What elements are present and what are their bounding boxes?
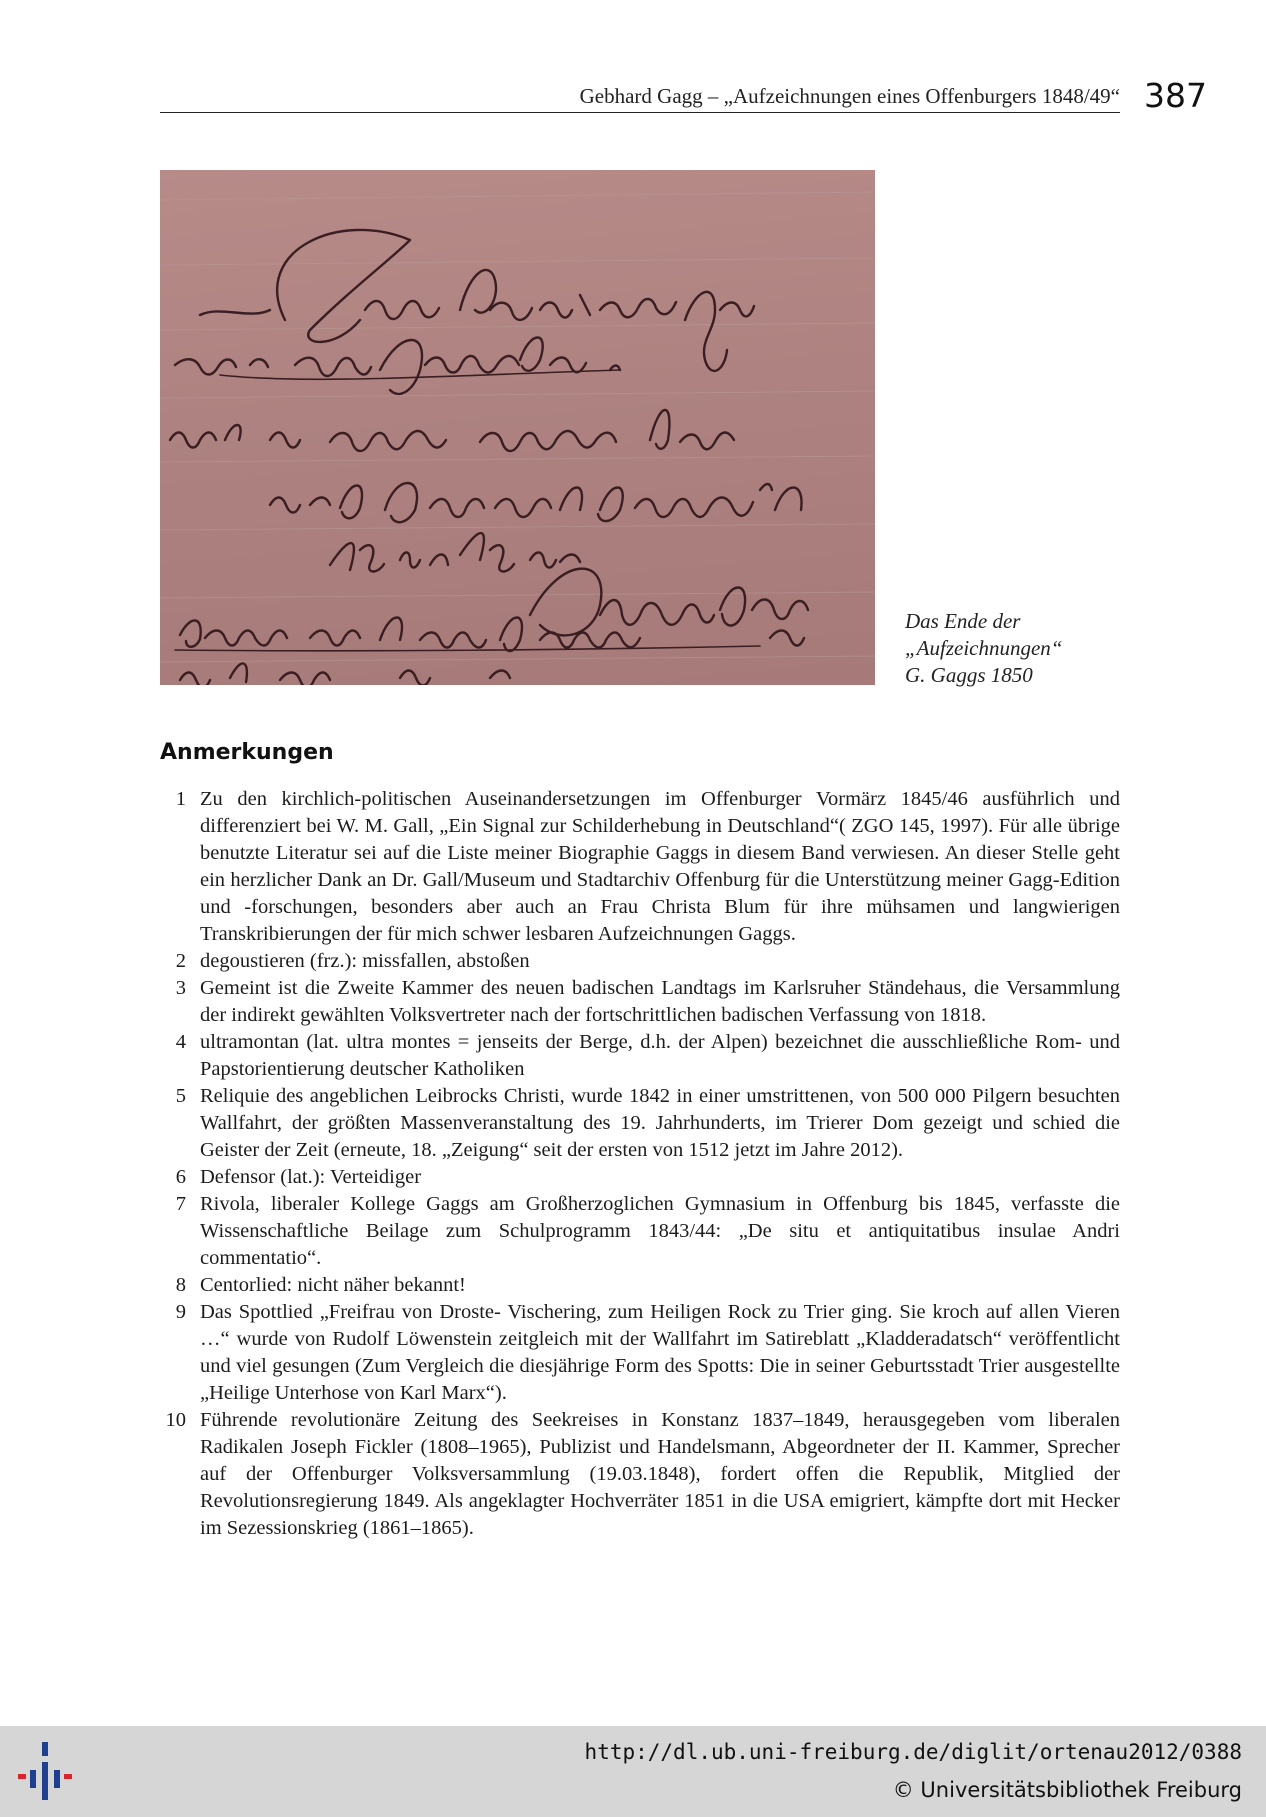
note-number: 8 [175, 1274, 186, 1296]
caption-line: Das Ende der [905, 609, 1021, 633]
caption-line: „Aufzeichnungen“ [905, 636, 1063, 660]
caption-line: G. Gaggs 1850 [905, 663, 1033, 687]
note-text: Centorlied: nicht näher bekannt! [200, 1274, 466, 1296]
note-text: Führende revolutionäre Zeitung des Seekreises in Konstanz 1837–1849, herausgegeben vom liberalen Radikalen Joseph Fickler (1808–1965), Publizist und Handelsmann, Abgeordneter der II. Kammer, Sprecher auf der Offenburger Volksversammlung (19.03.1848), fordert offen die Republik, Mitglied der Revolutionsregierung 1849. Als angeklagter Hochverräter 1851 in die USA emigriert, kämpfte dort mit Hecker im Sezessionskrieg (1861–1865). [200, 1409, 1120, 1539]
note-text: Das Spottlied „Freifrau von Droste- Vischering, zum Heiligen Rock zu Trier ging. Sie kroch auf allen Vieren …“ wurde von Rudolf Löwenstein zeitgleich mit der Wallfahrt im Satireblatt „Kladderadatsch“ veröffentlicht und viel gesungen (Zum Vergleich die diesjährige Form des Spotts: Die in seiner Geburtsstadt Trier ausgestellte „Heilige Unterhose von Karl Marx“). [200, 1301, 1120, 1404]
note-number: 3 [175, 977, 186, 999]
ub-freiburg-logo-icon[interactable] [18, 1740, 78, 1807]
note-item [160, 1029, 1120, 1083]
notes-list [160, 786, 1120, 1542]
permalink-url[interactable]: http://dl.ub.uni-freiburg.de/diglit/ortenau2012/0388 [584, 1740, 1242, 1764]
footer-bar [0, 1726, 1266, 1817]
note-number: 9 [175, 1301, 186, 1323]
note-text: Rivola, liberaler Kollege Gaggs am Großherzoglichen Gymnasium in Offenburg bis 1845, verfasste die Wissenschaftliche Beilage zum Schulprogramm 1843/44: „De situ et antiquitatibus insulae Andri commentatio“. [200, 1193, 1120, 1269]
note-item [160, 786, 1120, 948]
note-number: 10 [165, 1409, 186, 1431]
note-item [160, 1164, 1120, 1191]
note-text: ultramontan (lat. ultra montes = jenseits der Berge, d.h. der Alpen) bezeichnet die ausschließliche Rom- und Papstorientierung deutscher Katholiken [200, 1031, 1120, 1080]
note-item [160, 975, 1120, 1029]
note-number: 4 [175, 1031, 186, 1053]
notes-heading: Anmerkungen [160, 740, 334, 765]
note-item [160, 1191, 1120, 1272]
note-text: Gemeint ist die Zweite Kammer des neuen badischen Landtags im Karlsruher Ständehaus, die Versammlung der indirekt gewählten Volksvertreter nach der fortschrittlichen badischen Verfassung von 1818. [200, 977, 1120, 1026]
note-text: Reliquie des angeblichen Leibrocks Christi, wurde 1842 in einer umstrittenen, von 500 000 Pilgern besuchten Wallfahrt, der größten Massenveranstaltung des 19. Jahrhunderts, im Trierer Dom gezeigt und schied die Geister der Zeit (erneute, 18. „Zeigung“ seit der ersten von 1512 jetzt im Jahre 2012). [200, 1085, 1120, 1161]
copyright-notice: © Universitätsbibliothek Freiburg [892, 1778, 1242, 1802]
running-title: Gebhard Gagg – „Aufzeichnungen eines Offenburgers 1848/49“ [579, 84, 1120, 108]
note-item [160, 1083, 1120, 1164]
note-number: 2 [175, 950, 186, 972]
note-number: 1 [175, 788, 186, 810]
note-text: Defensor (lat.): Verteidiger [200, 1166, 422, 1188]
note-number: 6 [175, 1166, 186, 1188]
note-item [160, 948, 1120, 975]
handwriting-image [160, 170, 875, 685]
handwritten-manuscript-photo [160, 170, 875, 685]
note-text: Zu den kirchlich-politischen Auseinandersetzungen im Offenburger Vormärz 1845/46 ausführlich und differenziert bei W. M. Gall, „Ein Signal zur Schilderhebung in Deutschland“( ZGO 145, 1997). Für alle übrige benutzte Literatur sei auf die Liste meiner Biographie Gaggs in diesem Band verwiesen. An dieser Stelle geht ein herzlicher Dank an Dr. Gall/Museum und Stadtarchiv Offenburg für die Unterstützung meiner Gagg-Edition und -forschungen, besonders aber auch an Frau Christa Blum für ihre mühsamen und langwierigen Transkribierungen der für mich schwer lesbaren Aufzeichnungen Gaggs. [200, 788, 1120, 945]
note-number: 5 [175, 1085, 186, 1107]
page-number: 387 [1144, 76, 1207, 115]
note-number: 7 [175, 1193, 186, 1215]
running-header [160, 70, 1120, 113]
note-text: degoustieren (frz.): missfallen, abstoßen [200, 950, 530, 972]
note-item [160, 1299, 1120, 1407]
figure-caption [905, 608, 1125, 689]
note-item [160, 1407, 1120, 1542]
note-item [160, 1272, 1120, 1299]
